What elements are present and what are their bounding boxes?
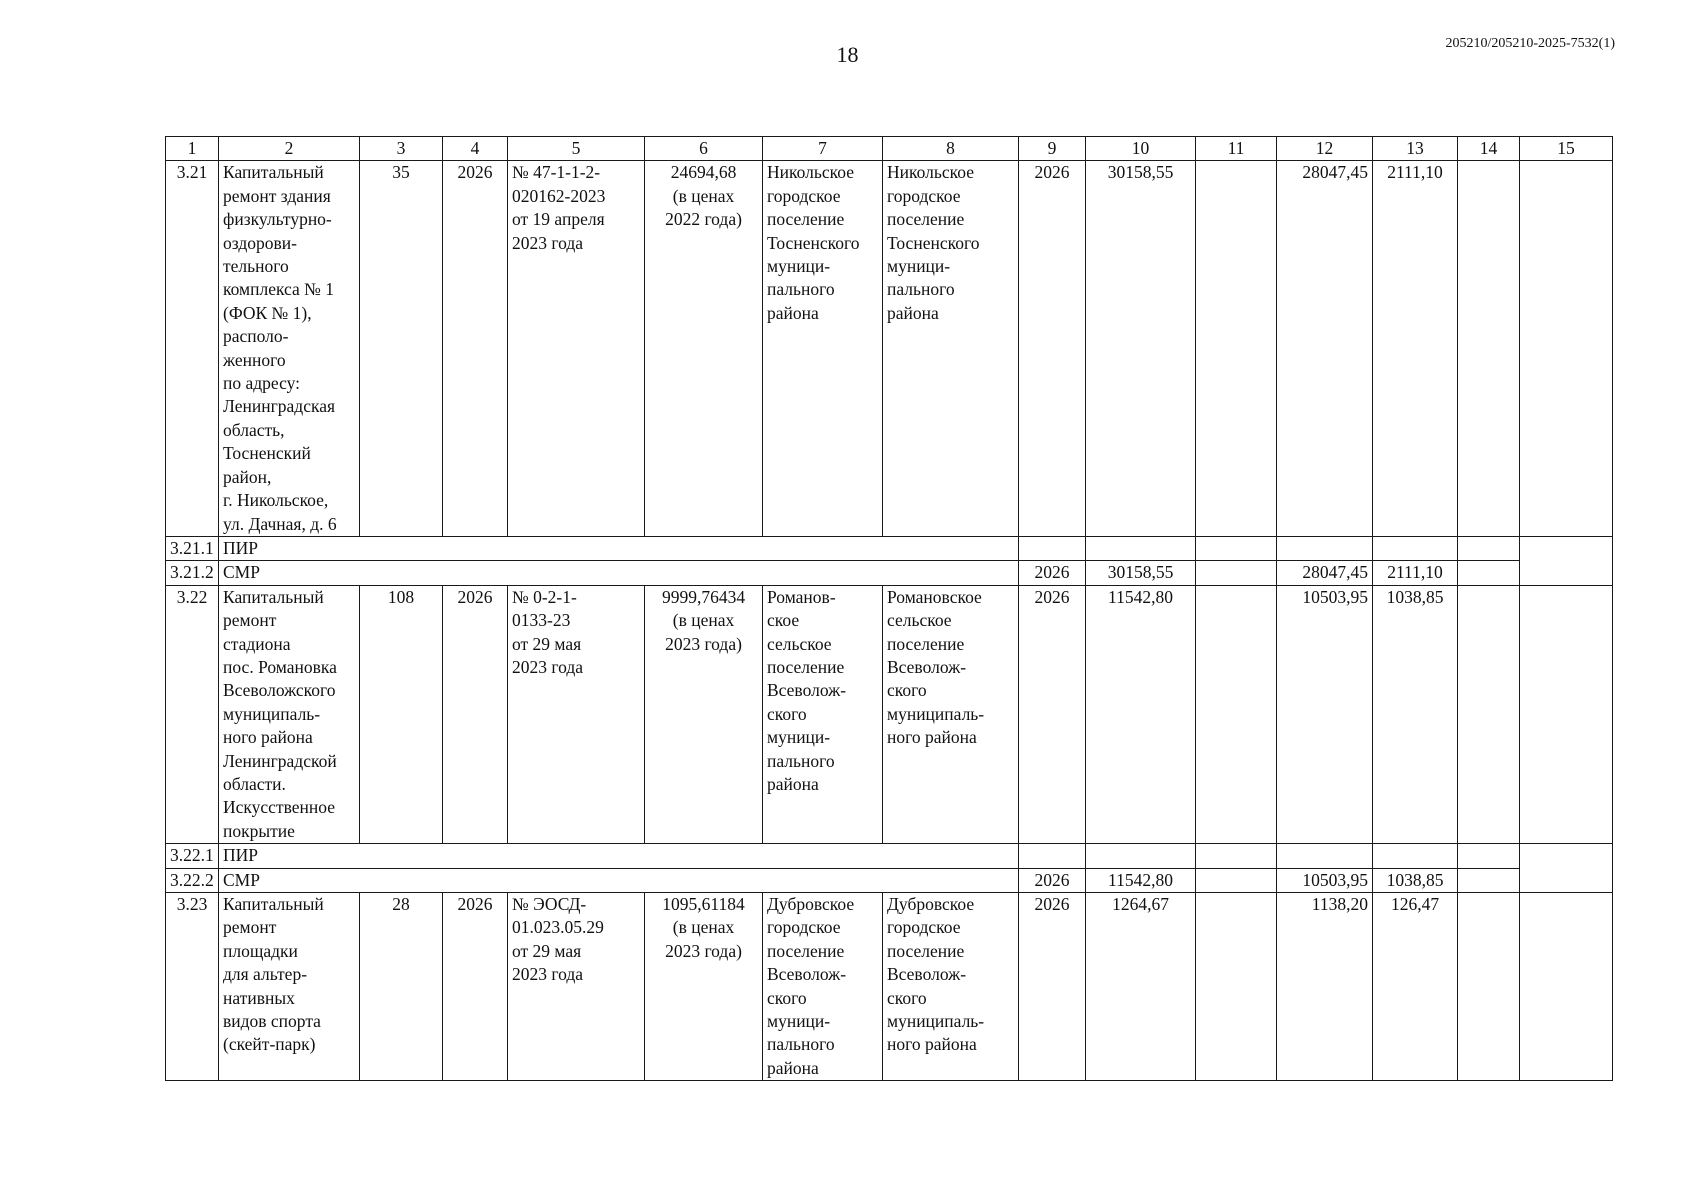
cell-col3: 28 — [360, 893, 443, 1081]
cell-col9: 2026 — [1019, 868, 1086, 892]
object-name: Капитальный ремонт здания физкультурно- оздорови- тельного комплекса № 1 (ФОК № 1), располо- женного по адресу: Ленинградская область, Тосненский район, г. Никольское, ул. Дачная, д. 6 — [219, 161, 360, 537]
column-header: 9 — [1019, 137, 1086, 161]
cell-col11 — [1196, 561, 1277, 585]
column-header: 8 — [883, 137, 1019, 161]
cell-col11 — [1196, 161, 1277, 537]
cell-col5: № 47-1-1-2- 020162-2023 от 19 апреля 2023 года — [508, 161, 645, 537]
cell-col9 — [1019, 844, 1086, 868]
table-row — [166, 868, 1613, 892]
cell-col13: 2111,10 — [1373, 161, 1458, 537]
column-header: 13 — [1373, 137, 1458, 161]
column-header: 3 — [360, 137, 443, 161]
row-number: 3.22.2 — [166, 868, 219, 892]
cell-col10 — [1086, 844, 1196, 868]
cell-col8: Никольское городское поселение Тосненского муници- пального района — [883, 161, 1019, 537]
cell-col15 — [1520, 585, 1613, 843]
page-number: 18 — [836, 42, 859, 67]
cell-col9 — [1019, 536, 1086, 560]
cell-col5: № ЭОСД- 01.023.05.29 от 29 мая 2023 года — [508, 893, 645, 1081]
cell-col14 — [1458, 893, 1520, 1081]
cell-col6: 1095,61184 (в ценах 2023 года) — [645, 893, 763, 1081]
cell-col12 — [1277, 536, 1373, 560]
table-row — [166, 561, 1613, 585]
object-name: Капитальный ремонт стадиона пос. Романовка Всеволожского муниципаль- ного района Ленинградской области. Искусственное покрытие — [219, 585, 360, 843]
cell-col14 — [1458, 868, 1520, 892]
column-header: 14 — [1458, 137, 1520, 161]
row-number: 3.23 — [166, 893, 219, 1081]
column-header: 10 — [1086, 137, 1196, 161]
row-number: 3.21.2 — [166, 561, 219, 585]
cell-col4: 2026 — [443, 893, 508, 1081]
cell-col9: 2026 — [1019, 161, 1086, 537]
column-header: 15 — [1520, 137, 1613, 161]
cell-col14 — [1458, 844, 1520, 868]
cell-col14 — [1458, 536, 1520, 560]
cell-col9: 2026 — [1019, 561, 1086, 585]
column-number-row — [166, 137, 1613, 161]
cell-col15 — [1520, 536, 1613, 585]
cell-col14 — [1458, 561, 1520, 585]
row-number: 3.21 — [166, 161, 219, 537]
column-header: 12 — [1277, 137, 1373, 161]
cell-col12: 1138,20 — [1277, 893, 1373, 1081]
cell-col9: 2026 — [1019, 893, 1086, 1081]
sub-row-label: СМР — [219, 561, 1019, 585]
cell-col13: 1038,85 — [1373, 868, 1458, 892]
cell-col14 — [1458, 585, 1520, 843]
cell-col3: 35 — [360, 161, 443, 537]
cell-col11 — [1196, 536, 1277, 560]
column-header: 4 — [443, 137, 508, 161]
cell-col12: 10503,95 — [1277, 868, 1373, 892]
cell-col9: 2026 — [1019, 585, 1086, 843]
cell-col4: 2026 — [443, 161, 508, 537]
cell-col10: 11542,80 — [1086, 585, 1196, 843]
table-row — [166, 161, 1613, 537]
cell-col12: 10503,95 — [1277, 585, 1373, 843]
cell-col4: 2026 — [443, 585, 508, 843]
cell-col10: 30158,55 — [1086, 561, 1196, 585]
cell-col7: Дубровское городское поселение Всеволож- ского муници- пального района — [763, 893, 883, 1081]
cell-col5: № 0-2-1- 0133-23 от 29 мая 2023 года — [508, 585, 645, 843]
column-header: 2 — [219, 137, 360, 161]
cell-col3: 108 — [360, 585, 443, 843]
cell-col12: 28047,45 — [1277, 161, 1373, 537]
cell-col13: 2111,10 — [1373, 561, 1458, 585]
cell-col7: Романов- ское сельское поселение Всеволож- ского муници- пального района — [763, 585, 883, 843]
cell-col10 — [1086, 536, 1196, 560]
cell-col13: 126,47 — [1373, 893, 1458, 1081]
table-row — [166, 844, 1613, 868]
table-row — [166, 536, 1613, 560]
cell-col11 — [1196, 893, 1277, 1081]
cell-col14 — [1458, 161, 1520, 537]
cell-col13 — [1373, 536, 1458, 560]
cell-col13 — [1373, 844, 1458, 868]
cell-col10: 11542,80 — [1086, 868, 1196, 892]
sub-row-label: СМР — [219, 868, 1019, 892]
cell-col6: 9999,76434 (в ценах 2023 года) — [645, 585, 763, 843]
cell-col11 — [1196, 868, 1277, 892]
sub-row-label: ПИР — [219, 844, 1019, 868]
cell-col15 — [1520, 893, 1613, 1081]
cell-col13: 1038,85 — [1373, 585, 1458, 843]
cell-col11 — [1196, 844, 1277, 868]
table-row — [166, 893, 1613, 1081]
cell-col8: Дубровское городское поселение Всеволож- ского муниципаль- ного района — [883, 893, 1019, 1081]
column-header: 6 — [645, 137, 763, 161]
column-header: 7 — [763, 137, 883, 161]
object-name: Капитальный ремонт площадки для альтер- нативных видов спорта (скейт-парк) — [219, 893, 360, 1081]
cell-col12: 28047,45 — [1277, 561, 1373, 585]
cell-col10: 30158,55 — [1086, 161, 1196, 537]
column-header: 11 — [1196, 137, 1277, 161]
cell-col6: 24694,68 (в ценах 2022 года) — [645, 161, 763, 537]
program-table — [165, 136, 1613, 1081]
cell-col7: Никольское городское поселение Тосненского муници- пального района — [763, 161, 883, 537]
row-number: 3.22 — [166, 585, 219, 843]
column-header: 1 — [166, 137, 219, 161]
row-number: 3.22.1 — [166, 844, 219, 868]
cell-col15 — [1520, 161, 1613, 537]
cell-col12 — [1277, 844, 1373, 868]
cell-col15 — [1520, 844, 1613, 893]
column-header: 5 — [508, 137, 645, 161]
cell-col10: 1264,67 — [1086, 893, 1196, 1081]
cell-col8: Романовское сельское поселение Всеволож- ского муниципаль- ного района — [883, 585, 1019, 843]
document-id: 205210/205210-2025-7532(1) — [1445, 36, 1615, 51]
row-number: 3.21.1 — [166, 536, 219, 560]
cell-col11 — [1196, 585, 1277, 843]
sub-row-label: ПИР — [219, 536, 1019, 560]
table-row — [166, 585, 1613, 843]
